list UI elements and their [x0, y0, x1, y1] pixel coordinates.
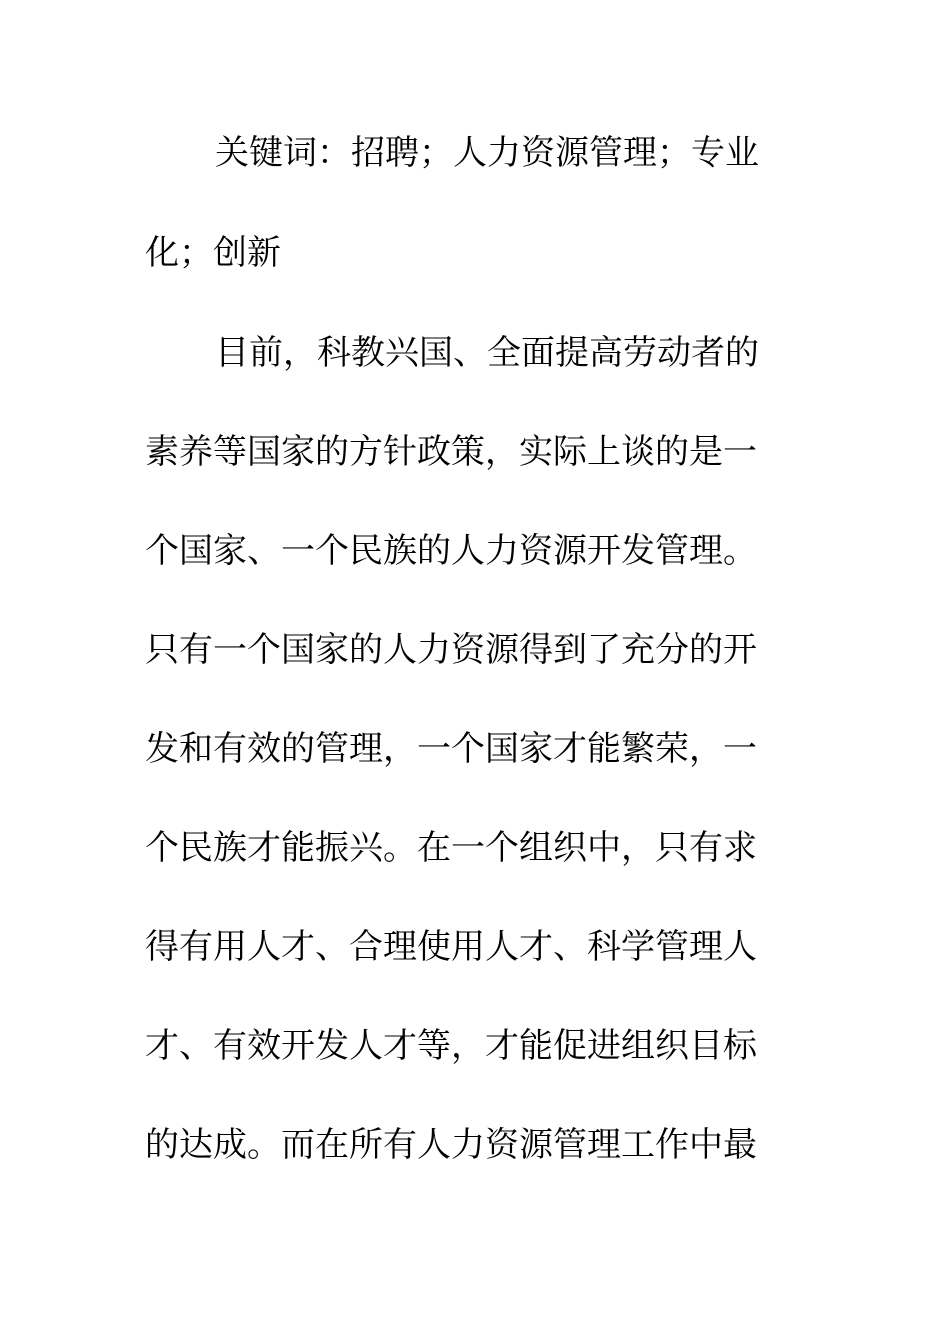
- keywords-line-2: 化；创新: [145, 233, 281, 273]
- keywords-line-1: 关键词：招聘；人力资源管理；专业: [215, 133, 759, 173]
- body-line-4: 只有一个国家的人力资源得到了充分的开: [145, 630, 757, 670]
- body-line-2: 素养等国家的方针政策，实际上谈的是一: [145, 432, 757, 472]
- body-line-6: 个民族才能振兴。在一个组织中，只有求: [145, 828, 757, 868]
- body-line-5: 发和有效的管理，一个国家才能繁荣，一: [145, 729, 757, 769]
- body-line-8: 才、有效开发人才等，才能促进组织目标: [145, 1026, 757, 1066]
- body-line-1: 目前，科教兴国、全面提高劳动者的: [215, 333, 759, 373]
- body-line-7: 得有用人才、合理使用人才、科学管理人: [145, 927, 757, 967]
- body-line-3: 个国家、一个民族的人力资源开发管理。: [145, 531, 757, 571]
- body-line-9: 的达成。而在所有人力资源管理工作中最: [145, 1125, 757, 1165]
